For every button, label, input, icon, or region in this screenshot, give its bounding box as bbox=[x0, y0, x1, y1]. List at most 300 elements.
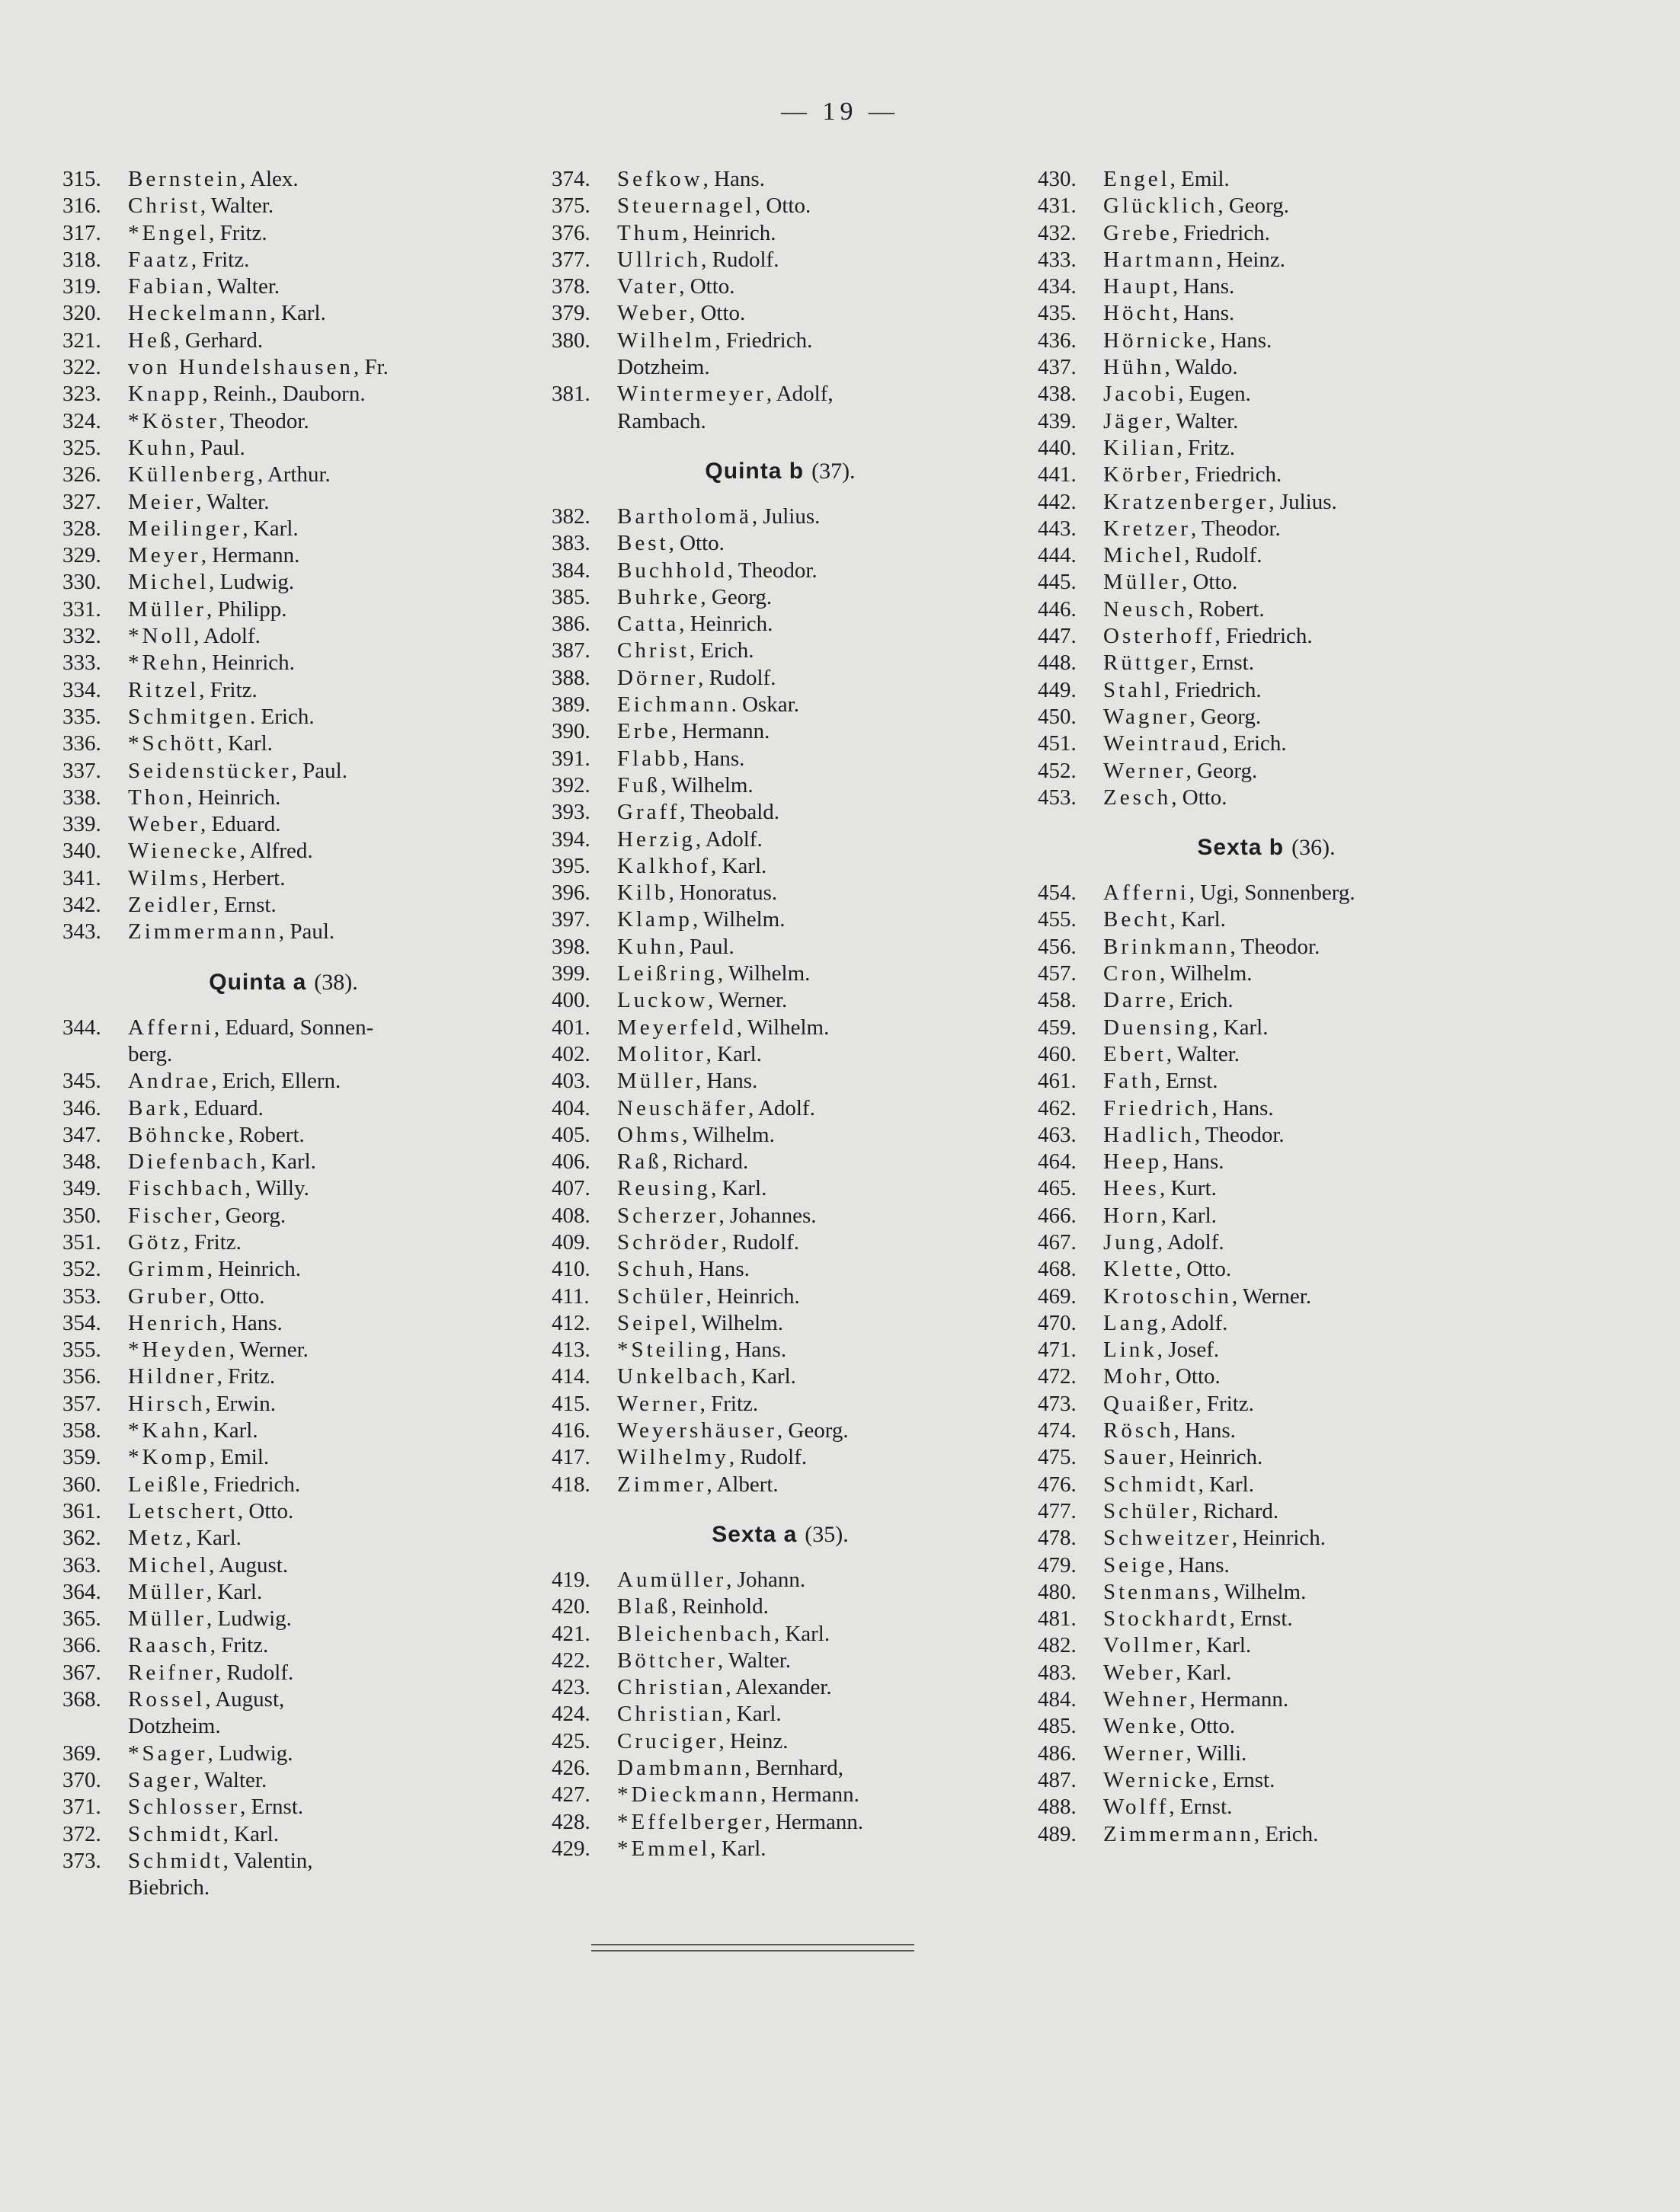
entry-surname: Schmidt bbox=[128, 1821, 223, 1846]
class-heading-name: Sexta b bbox=[1197, 835, 1285, 861]
entry-number: 473. bbox=[1038, 1391, 1077, 1416]
entry-given-names: , Emil. bbox=[210, 1445, 270, 1470]
entry-number: 467. bbox=[1038, 1229, 1077, 1255]
entry-name bbox=[617, 1567, 1009, 1593]
entry-number: 410. bbox=[552, 1257, 590, 1282]
entry-given-names: , Karl. bbox=[242, 516, 299, 541]
entry-number: 318. bbox=[62, 247, 101, 272]
entry-name bbox=[1103, 247, 1495, 273]
entry-surname: Heckelmann bbox=[128, 301, 270, 326]
entry-given-names: , Adolf. bbox=[194, 624, 261, 649]
list-item bbox=[1038, 1579, 1495, 1606]
list-item bbox=[1038, 1741, 1495, 1767]
entry-name bbox=[1103, 1821, 1495, 1848]
list-item bbox=[62, 516, 504, 542]
entry-number: 363. bbox=[62, 1552, 101, 1577]
entry-surname: Raasch bbox=[128, 1633, 210, 1658]
entry-surname: Buchhold bbox=[617, 558, 728, 583]
entry-given-names: , Karl. bbox=[1160, 1203, 1217, 1228]
entry-name bbox=[1103, 193, 1495, 219]
list-item bbox=[552, 1149, 1009, 1175]
entry-given-names: , Georg. bbox=[700, 584, 773, 609]
entry-number: 361. bbox=[62, 1498, 101, 1523]
entry-surname: Schmidt bbox=[1103, 1472, 1198, 1497]
list-item bbox=[62, 354, 504, 381]
entry-number: 378. bbox=[552, 274, 590, 299]
entry-name bbox=[1103, 489, 1495, 516]
entry-number: 459. bbox=[1038, 1015, 1077, 1040]
entry-surname: Zimmermann bbox=[128, 919, 279, 945]
entry-name bbox=[1103, 704, 1495, 730]
entry-given-names: , Waldo. bbox=[1164, 355, 1238, 380]
entry-given-names: , Ernst. bbox=[1154, 1069, 1218, 1094]
entry-name bbox=[1103, 1203, 1495, 1229]
entry-given-names: , Willi. bbox=[1186, 1741, 1247, 1766]
list-item bbox=[62, 1606, 504, 1632]
entry-given-names: , Otto. bbox=[1171, 785, 1227, 810]
list-item bbox=[1038, 1660, 1495, 1686]
list-item bbox=[62, 435, 504, 462]
list-item bbox=[62, 1472, 504, 1498]
entry-given-names: , Georg. bbox=[776, 1418, 849, 1443]
entry-name bbox=[1103, 961, 1495, 987]
entry-name bbox=[1103, 1606, 1495, 1632]
entry-name bbox=[128, 273, 504, 300]
entry-name bbox=[128, 785, 504, 811]
entry-number: 444. bbox=[1038, 543, 1077, 568]
list-item bbox=[62, 247, 504, 273]
entry-number: 354. bbox=[62, 1310, 101, 1335]
entry-name bbox=[128, 1283, 504, 1310]
entry-number: 329. bbox=[62, 543, 101, 568]
entry-surname: Sefkow bbox=[617, 167, 703, 191]
list-item bbox=[1038, 961, 1495, 987]
entry-surname: Wilhelmy bbox=[617, 1445, 729, 1470]
entry-surname: Cron bbox=[1103, 961, 1160, 986]
entry-name bbox=[617, 584, 1009, 611]
list-item bbox=[552, 220, 1009, 247]
entry-given-names: , Eduard, Sonnen- bbox=[213, 1015, 374, 1040]
entry-name bbox=[1103, 596, 1495, 623]
list-item bbox=[62, 193, 504, 219]
entry-surname: Ohms bbox=[617, 1122, 683, 1147]
entry-surname: Darre bbox=[1103, 988, 1170, 1013]
entry-given-names: , Friedrich. bbox=[1184, 462, 1282, 487]
entry-name bbox=[1103, 381, 1495, 408]
entry-name bbox=[1103, 1041, 1495, 1068]
entry-name bbox=[617, 987, 1009, 1014]
entry-name bbox=[617, 558, 1009, 584]
entry-number: 358. bbox=[62, 1418, 101, 1443]
entry-name bbox=[1103, 906, 1495, 933]
entry-name bbox=[617, 328, 1009, 354]
list-item bbox=[62, 1175, 504, 1202]
list-item bbox=[552, 692, 1009, 718]
entry-surname: Mohr bbox=[1103, 1364, 1165, 1389]
entry-surname: Götz bbox=[128, 1229, 184, 1255]
entry-surname: Leißle bbox=[128, 1472, 203, 1497]
list-item bbox=[552, 558, 1009, 584]
entry-number: 334. bbox=[62, 677, 101, 702]
list-item bbox=[552, 1229, 1009, 1256]
entry-name bbox=[617, 772, 1009, 799]
list-item bbox=[1038, 1068, 1495, 1095]
list-item bbox=[552, 1728, 1009, 1755]
entry-surname: Lang bbox=[1103, 1310, 1161, 1335]
entry-name bbox=[128, 811, 504, 838]
list-item bbox=[1038, 1203, 1495, 1229]
entry-number: 477. bbox=[1038, 1498, 1077, 1523]
entry-given-names: , Fritz. bbox=[1195, 1391, 1254, 1416]
entry-name bbox=[1103, 1444, 1495, 1471]
entry-name bbox=[617, 1836, 1009, 1862]
entry-surname: Reusing bbox=[617, 1176, 712, 1201]
list-item bbox=[552, 530, 1009, 557]
entry-name bbox=[617, 1041, 1009, 1068]
entry-name bbox=[617, 1337, 1009, 1363]
entry-number: 348. bbox=[62, 1149, 101, 1175]
entry-given-names: , Heinrich. bbox=[200, 650, 295, 676]
list-item bbox=[1038, 1418, 1495, 1444]
entry-name bbox=[128, 1418, 504, 1444]
entry-number: 435. bbox=[1038, 301, 1077, 326]
entry-number: 359. bbox=[62, 1445, 101, 1470]
entry-given-names: , Heinrich. bbox=[706, 1283, 800, 1309]
entry-number: 349. bbox=[62, 1176, 101, 1201]
entry-surname: Bartholomä bbox=[617, 503, 752, 529]
entry-surname: Brinkmann bbox=[1103, 934, 1230, 959]
entry-given-names: , Eduard. bbox=[200, 812, 281, 837]
list-item bbox=[1038, 1686, 1495, 1713]
entry-surname: Weber bbox=[1103, 1660, 1176, 1685]
entry-given-names: , Theodor. bbox=[1194, 1122, 1285, 1147]
entry-number: 351. bbox=[62, 1229, 101, 1255]
entry-name bbox=[617, 1755, 1009, 1782]
entry-name bbox=[128, 300, 504, 327]
entry-number: 402. bbox=[552, 1041, 590, 1066]
entry-given-names: , Heinrich. bbox=[1231, 1526, 1326, 1551]
entry-name bbox=[1103, 1283, 1495, 1310]
entry-given-names: , Otto. bbox=[1175, 1257, 1232, 1282]
list-item bbox=[62, 811, 504, 838]
entry-given-names: , Paul. bbox=[291, 758, 347, 783]
entry-surname: Werner bbox=[1103, 1741, 1186, 1766]
entry-surname: Ullrich bbox=[617, 247, 702, 272]
entry-number: 453. bbox=[1038, 785, 1077, 810]
entry-number: 386. bbox=[552, 612, 590, 637]
entry-number: 460. bbox=[1038, 1041, 1077, 1066]
entry-name bbox=[617, 1728, 1009, 1755]
entry-name bbox=[617, 692, 1009, 718]
entry-surname: Müller bbox=[128, 1579, 206, 1604]
entry-name bbox=[128, 758, 504, 785]
entry-name bbox=[1103, 1686, 1495, 1713]
entry-surname: Klamp bbox=[617, 907, 693, 932]
list-item bbox=[552, 1041, 1009, 1068]
entry-name bbox=[1103, 623, 1495, 650]
list-item bbox=[1038, 1363, 1495, 1390]
list-item bbox=[1038, 650, 1495, 676]
entry-number: 401. bbox=[552, 1015, 590, 1040]
entry-surname: Werner bbox=[617, 1391, 700, 1416]
list-item bbox=[552, 1203, 1009, 1229]
entry-number: 374. bbox=[552, 167, 590, 191]
list-item bbox=[62, 1660, 504, 1686]
entry-given-names: , Bernhard, bbox=[744, 1756, 843, 1781]
entry-number: 449. bbox=[1038, 677, 1077, 702]
entry-given-names: , Theodor. bbox=[1190, 516, 1281, 541]
entry-surname: Wilms bbox=[128, 865, 202, 890]
entry-given-names: , Werner. bbox=[229, 1338, 309, 1363]
entry-number: 462. bbox=[1038, 1095, 1077, 1120]
list-item bbox=[1038, 1713, 1495, 1740]
entry-name bbox=[617, 961, 1009, 987]
entry-name bbox=[617, 1809, 1009, 1836]
entry-given-names: , Otto. bbox=[689, 301, 746, 326]
entry-surname: Wagner bbox=[1103, 704, 1190, 729]
entry-name bbox=[1103, 650, 1495, 676]
entry-given-names: , Hermann. bbox=[760, 1782, 859, 1808]
entry-surname: Schmidt bbox=[128, 1848, 223, 1873]
list-item bbox=[62, 1444, 504, 1471]
closing-rule bbox=[591, 1944, 914, 1951]
entry-surname: Erbe bbox=[617, 719, 671, 744]
entry-number: 319. bbox=[62, 274, 101, 299]
entry-given-names: , Otto. bbox=[209, 1283, 265, 1309]
entry-number: 441. bbox=[1038, 462, 1077, 487]
entry-number: 430. bbox=[1038, 167, 1077, 191]
entry-name bbox=[1103, 1015, 1495, 1041]
entry-number: 465. bbox=[1038, 1176, 1077, 1201]
list-item bbox=[62, 569, 504, 596]
class-heading bbox=[62, 969, 504, 996]
entry-number: 439. bbox=[1038, 408, 1077, 433]
entry-name bbox=[617, 1391, 1009, 1418]
entry-number: 396. bbox=[552, 881, 590, 906]
entry-given-names: , Eduard. bbox=[183, 1095, 264, 1120]
entry-given-names: , Ernst. bbox=[1211, 1767, 1275, 1792]
entry-given-names: , Karl. bbox=[1175, 1660, 1232, 1685]
list-item bbox=[552, 1836, 1009, 1862]
list-item bbox=[1038, 354, 1495, 381]
entry-number: 471. bbox=[1038, 1338, 1077, 1363]
entry-given-names: , Heinz. bbox=[718, 1728, 789, 1753]
entry-number: 330. bbox=[62, 570, 101, 595]
entry-number: 457. bbox=[1038, 961, 1077, 986]
list-item bbox=[1038, 1283, 1495, 1310]
entry-surname: Michel bbox=[128, 1552, 210, 1577]
entry-number: 322. bbox=[62, 355, 101, 380]
entry-surname: Hühn bbox=[1103, 355, 1165, 380]
entry-number: 479. bbox=[1038, 1552, 1077, 1577]
entry-surname: Graff bbox=[617, 800, 680, 825]
entry-number: 458. bbox=[1038, 988, 1077, 1013]
entry-given-names: , Friedrich. bbox=[1214, 624, 1313, 649]
entry-name bbox=[128, 1149, 504, 1175]
entry-given-names: , Hermann. bbox=[670, 719, 770, 744]
list-item bbox=[552, 718, 1009, 745]
list-item bbox=[62, 704, 504, 730]
entry-surname: Wehner bbox=[1103, 1687, 1190, 1712]
list-item bbox=[552, 273, 1009, 300]
list-item bbox=[62, 1767, 504, 1794]
entry-surname: Afferni bbox=[1103, 881, 1189, 906]
entry-name bbox=[1103, 1579, 1495, 1606]
list-item bbox=[1038, 1498, 1495, 1525]
entry-name bbox=[128, 677, 504, 704]
entry-given-names: , Georg. bbox=[1189, 704, 1262, 729]
entry-surname: Seipel bbox=[617, 1310, 691, 1335]
list-item bbox=[62, 1095, 504, 1122]
entry-number: 331. bbox=[62, 596, 101, 622]
entry-given-names: , Otto. bbox=[754, 193, 811, 219]
entry-number: 335. bbox=[62, 704, 101, 729]
list-item bbox=[62, 1363, 504, 1390]
entry-name bbox=[617, 381, 1009, 408]
list-item bbox=[1038, 328, 1495, 354]
entry-surname: Jung bbox=[1103, 1229, 1157, 1255]
entry-number: 426. bbox=[552, 1756, 590, 1781]
entry-name bbox=[128, 1686, 504, 1713]
entry-given-names: , Wilhelm. bbox=[692, 907, 786, 932]
list-item bbox=[62, 166, 504, 193]
entry-name bbox=[1103, 542, 1495, 569]
entry-number: 321. bbox=[62, 328, 101, 353]
entry-number: 403. bbox=[552, 1069, 590, 1094]
list-item bbox=[552, 1363, 1009, 1390]
entry-given-names: , Wilhelm. bbox=[717, 961, 811, 986]
entry-surname: Müller bbox=[1103, 570, 1182, 595]
entry-given-names: , Walter. bbox=[717, 1648, 792, 1673]
list-item bbox=[552, 772, 1009, 799]
entry-number: 352. bbox=[62, 1257, 101, 1282]
entry-surname: Fath bbox=[1103, 1069, 1155, 1094]
column-3 bbox=[1038, 166, 1495, 1848]
entry-given-names: , Erich. bbox=[1169, 988, 1234, 1013]
entry-surname: Becht bbox=[1103, 907, 1170, 932]
list-item bbox=[552, 1472, 1009, 1498]
entry-name bbox=[1103, 1256, 1495, 1283]
entry-surname: Flabb bbox=[617, 746, 683, 771]
entry-given-names: , August, bbox=[205, 1687, 285, 1712]
entry-surname: Hadlich bbox=[1103, 1122, 1195, 1147]
entry-number: 423. bbox=[552, 1675, 590, 1700]
entry-name bbox=[617, 1621, 1009, 1648]
entry-number: 470. bbox=[1038, 1310, 1077, 1335]
entry-given-names: , Otto. bbox=[1181, 570, 1238, 595]
list-item bbox=[1038, 435, 1495, 462]
entry-surname: Bleichenbach bbox=[617, 1621, 774, 1646]
entry-number: 416. bbox=[552, 1418, 590, 1443]
entry-given-names: , Kurt. bbox=[1159, 1176, 1217, 1201]
entry-given-names: , Richard. bbox=[661, 1149, 749, 1175]
list-item bbox=[552, 1809, 1009, 1836]
entry-name bbox=[1103, 220, 1495, 247]
entry-given-names: , Theodor. bbox=[727, 558, 818, 583]
list-item bbox=[552, 799, 1009, 826]
entry-number: 446. bbox=[1038, 596, 1077, 622]
entry-surname: Wilhelm bbox=[617, 328, 715, 353]
entry-surname: Thum bbox=[617, 220, 683, 245]
entry-name bbox=[1103, 1229, 1495, 1256]
entry-name bbox=[1103, 1418, 1495, 1444]
list-item bbox=[62, 462, 504, 488]
entry-given-names: , Fritz. bbox=[183, 1229, 242, 1255]
entry-surname: Kilian bbox=[1103, 435, 1177, 460]
entry-given-names: , Ernst. bbox=[1191, 650, 1254, 676]
entry-surname: Rüttger bbox=[1103, 650, 1191, 676]
list-item bbox=[62, 1498, 504, 1525]
list-item bbox=[552, 247, 1009, 273]
entry-name bbox=[128, 1015, 504, 1041]
list-item bbox=[1038, 987, 1495, 1014]
entry-number: 338. bbox=[62, 785, 101, 810]
entry-number: 411. bbox=[552, 1283, 590, 1309]
class-heading bbox=[552, 458, 1009, 485]
entry-number: 437. bbox=[1038, 355, 1077, 380]
list-item bbox=[552, 611, 1009, 638]
entry-surname: *Emmel bbox=[617, 1836, 711, 1861]
list-item bbox=[62, 1579, 504, 1606]
entry-surname: Wolff bbox=[1103, 1795, 1170, 1820]
entry-surname: Wintermeyer bbox=[617, 382, 766, 407]
list-item bbox=[1038, 542, 1495, 569]
entry-name bbox=[1103, 408, 1495, 435]
entry-number: 342. bbox=[62, 893, 101, 918]
list-item bbox=[62, 1686, 504, 1713]
list-item bbox=[62, 730, 504, 757]
entry-name bbox=[1103, 1175, 1495, 1202]
entry-surname: Andrae bbox=[128, 1069, 212, 1094]
entry-name bbox=[617, 934, 1009, 961]
entry-surname: Aumüller bbox=[617, 1567, 727, 1592]
list-item bbox=[552, 665, 1009, 692]
entry-surname: Dambmann bbox=[617, 1756, 745, 1781]
list-item bbox=[62, 1794, 504, 1820]
entry-name bbox=[128, 1068, 504, 1095]
entry-given-names: , Hans. bbox=[683, 746, 745, 771]
list-item bbox=[552, 1175, 1009, 1202]
entry-number: 431. bbox=[1038, 193, 1077, 219]
entry-name bbox=[128, 1552, 504, 1579]
entry-number: 483. bbox=[1038, 1660, 1077, 1685]
entry-name bbox=[128, 435, 504, 462]
entry-surname: Fischer bbox=[128, 1203, 215, 1228]
entry-number: 364. bbox=[62, 1579, 101, 1604]
entry-given-names: , Hans. bbox=[1172, 274, 1235, 299]
entry-name bbox=[617, 1068, 1009, 1095]
entry-given-names: , Julius. bbox=[751, 503, 821, 529]
list-item bbox=[1038, 1337, 1495, 1363]
entry-given-names: , Ernst. bbox=[1229, 1606, 1293, 1632]
entry-surname: Kilb bbox=[617, 881, 669, 906]
entry-surname: Jäger bbox=[1103, 408, 1166, 433]
entry-given-names: , Karl. bbox=[202, 1418, 258, 1443]
entry-name bbox=[128, 1606, 504, 1632]
entry-number: 421. bbox=[552, 1621, 590, 1646]
entry-number: 418. bbox=[552, 1472, 590, 1497]
entry-given-names: , Fritz. bbox=[1176, 435, 1236, 460]
entry-surname: Link bbox=[1103, 1338, 1157, 1363]
entry-surname: Kretzer bbox=[1103, 516, 1191, 541]
entry-number: 405. bbox=[552, 1122, 590, 1147]
entry-number: 478. bbox=[1038, 1526, 1077, 1551]
entry-name bbox=[1103, 1149, 1495, 1175]
entry-given-names: , Wilhelm. bbox=[1160, 961, 1253, 986]
entry-surname: Knapp bbox=[128, 382, 203, 407]
entry-name bbox=[1103, 435, 1495, 462]
entry-number: 398. bbox=[552, 934, 590, 959]
